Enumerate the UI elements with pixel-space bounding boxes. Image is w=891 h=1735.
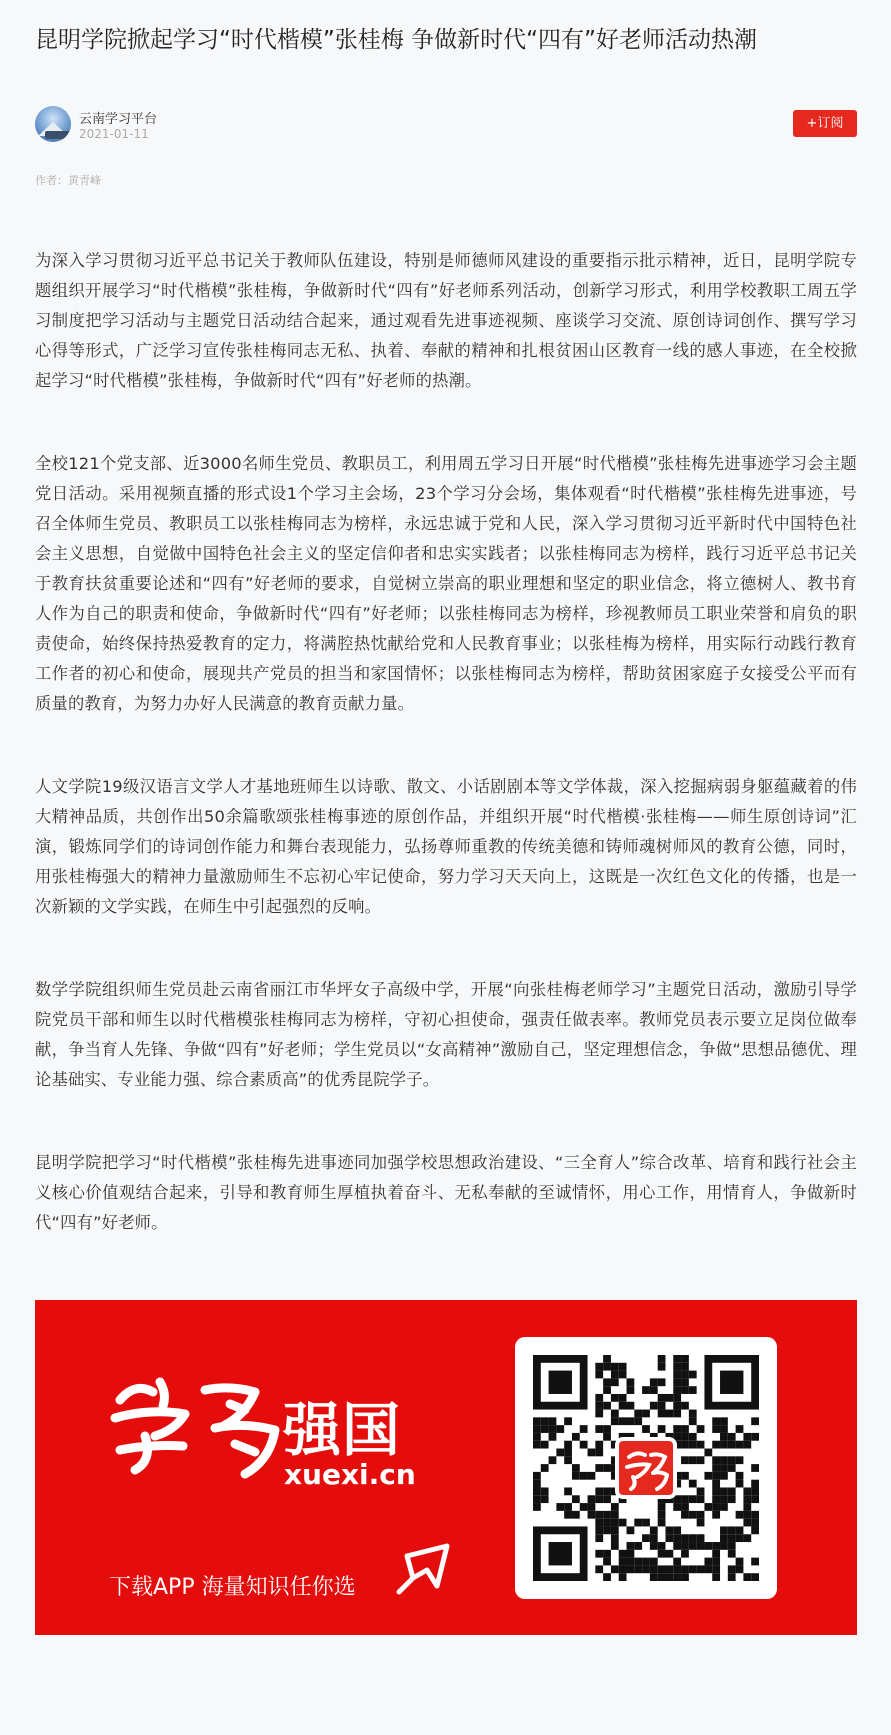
xuexi-logo-script-icon bbox=[105, 1370, 290, 1480]
article-paragraph: 人文学院19级汉语言文学人才基地班师生以诗歌、散文、小话剧剧本等文学体裁，深入挖掘病弱身躯蕴藏着的伟大精神品质，共创作出50余篇歌颂张桂梅事迹的原创作品，并组织开展“时代楷模·张桂梅——师生原创诗词”汇演，锻炼同学们的诗词创作能力和舞台表现能力，弘扬尊师重教的传统美德和铸师魂树师风的教育公德，同时，用张桂梅强大的精神力量激励师生不忘初心牢记使命，努力学习天天向上，这既是一次红色文化的传播，也是一次新颖的文学实践，在师生中引起强烈的反响。 bbox=[35, 777, 857, 916]
brand-domain: xuexi.cn bbox=[284, 1458, 416, 1491]
banner-slogan: 下载APP 海量知识任你选 bbox=[109, 1575, 356, 1600]
article-paragraph: 为深入学习贯彻习近平总书记关于教师队伍建设，特别是师德师风建设的重要指示批示精神，近日，昆明学院专题组织开展学习“时代楷模”张桂梅，争做新时代“四有”好老师系列活动，创新学习形式，利用学校教职工周五学习制度把学习活动与主题党日活动结合起来，通过观看先进事迹视频、座谈学习交流、原创诗词创作、撰写学习心得等形式，广泛学习宣传张桂梅同志无私、执着、奉献的精神和扎根贫困山区教育一线的感人事迹，在全校掀起学习“时代楷模”张桂梅，争做新时代“四有”好老师的热潮。 bbox=[35, 251, 857, 390]
app-download-banner[interactable] bbox=[35, 1300, 857, 1635]
publish-date: 2021-01-11 bbox=[79, 127, 149, 141]
avatar[interactable] bbox=[35, 106, 71, 142]
qr-code[interactable] bbox=[515, 1337, 777, 1599]
article-paragraph: 数学学院组织师生党员赴云南省丽江市华坪女子高级中学，开展“向张桂梅老师学习”主题党日活动，激励引导学院党员干部和师生以时代楷模张桂梅同志为榜样，守初心担使命，强责任做表率。教师党员表示要立足岗位做奉献，争当育人先锋、争做“四有”好老师；学生党员以“女高精神”激励自己，坚定理想信念，争做“思想品德优、理论基础实、专业能力强、综合素质高”的优秀昆院学子。 bbox=[35, 980, 857, 1089]
subscribe-button[interactable]: +订阅 bbox=[793, 110, 857, 137]
article-paragraph: 全校121个党支部、近3000名师生党员、教职员工，利用周五学习日开展“时代楷模”张桂梅先进事迹学习会主题党日活动。采用视频直播的形式设1个学习主会场，23个学习分会场，集体观看“时代楷模”张桂梅先进事迹，号召全体师生党员、教职员工以张桂梅同志为榜样，永远忠诚于党和人民，深入学习贯彻习近平新时代中国特色社会主义思想，自觉做中国特色社会主义的坚定信仰者和忠实实践者；以张桂梅同志为榜样，践行习近平总书记关于教育扶贫重要论述和“四有”好老师的要求，自觉树立崇高的职业理想和坚定的职业信念，将立德树人、教书育人作为自己的职责和使命，争做新时代“四有”好老师；以张桂梅同志为榜样，珍视教师员工职业荣誉和肩负的职责使命，始终保持热爱教育的定力，将满腔热忱献给党和人民教育事业；以张桂梅为榜样，用实际行动践行教育工作者的初心和使命，展现共产党员的担当和家国情怀；以张桂梅同志为榜样，帮助贫困家庭子女接受公平而有质量的教育，为努力办好人民满意的教育贡献力量。 bbox=[35, 454, 857, 713]
article-title: 昆明学院掀起学习“时代楷模”张桂梅 争做新时代“四有”好老师活动热潮 bbox=[35, 27, 757, 53]
article-body bbox=[35, 246, 857, 1291]
cursor-arrow-icon bbox=[393, 1540, 453, 1600]
xuexi-app-icon bbox=[615, 1437, 677, 1499]
byline: 作者：黄青峰 bbox=[35, 174, 101, 187]
author-row bbox=[35, 106, 857, 144]
source-name[interactable]: 云南学习平台 bbox=[79, 112, 158, 127]
brand-name: 强国 bbox=[283, 1396, 402, 1464]
article-paragraph: 昆明学院把学习“时代楷模”张桂梅先进事迹同加强学校思想政治建设、“三全育人”综合改革、培育和践行社会主义核心价值观结合起来，引导和教育师生厚植执着奋斗、无私奉献的至诚情怀，用心工作，用情育人，争做新时代“四有”好老师。 bbox=[35, 1153, 857, 1232]
